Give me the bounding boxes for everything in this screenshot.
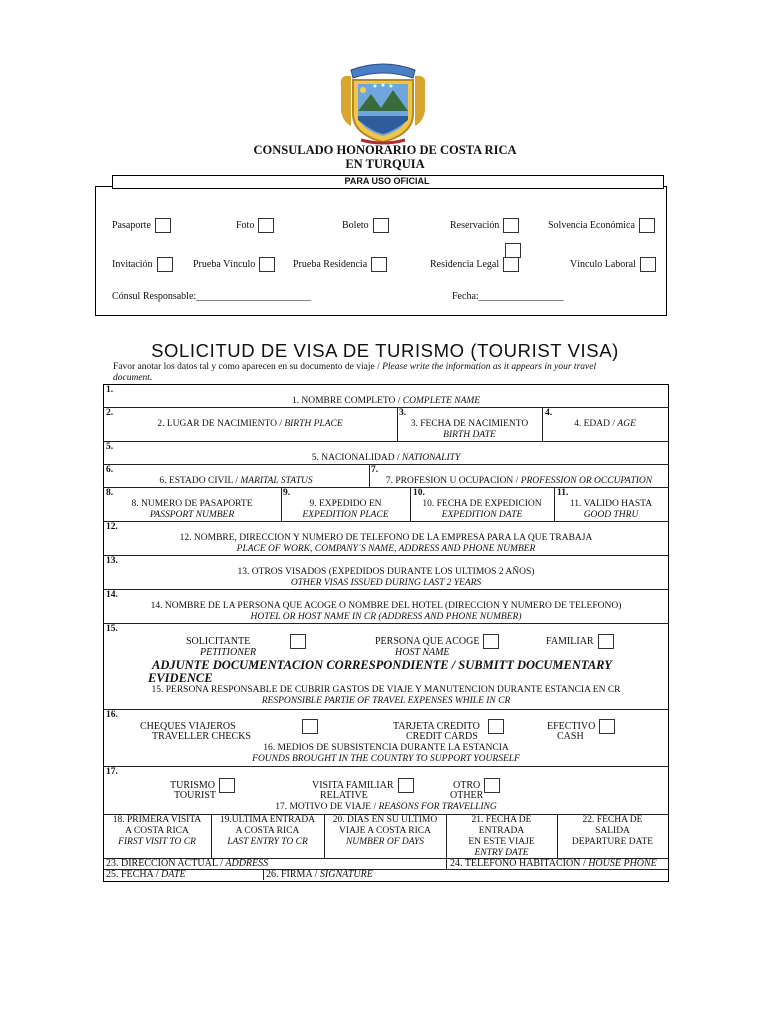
- field-birth-place[interactable]: 2. LUGAR DE NACIMIENTO / BIRTH PLACE: [157, 419, 343, 429]
- num-12: 12.: [106, 522, 118, 532]
- otro-check[interactable]: OTRO: [453, 778, 500, 793]
- num-3: 3.: [399, 408, 407, 418]
- residencia-legal-check[interactable]: Residencia Legal: [430, 257, 519, 272]
- turismo-check[interactable]: TURISMO: [170, 778, 235, 793]
- num-10: 10.: [413, 488, 425, 498]
- persona-acoge-check[interactable]: PERSONA QUE ACOGE: [375, 634, 499, 649]
- traveller-checks-label: TRAVELLER CHECKS: [152, 731, 251, 742]
- field-days-last-trip[interactable]: 20. DIAS EN SU ULTIMO VIAJE A COSTA RICA NUMBER OF DAYS: [332, 815, 438, 847]
- instructions: Favor anotar los datos tal y como aparecen en su documento de viaje / Please write the information as it appears in your travel document.: [113, 362, 597, 383]
- field-passport-number[interactable]: 8. NUMERO DE PASAPORTE PASSPORT NUMBER: [131, 499, 253, 520]
- pasaporte-check[interactable]: Pasaporte: [112, 218, 171, 233]
- field-nationality[interactable]: 5. NACIONALIDAD / NATIONALITY: [311, 453, 461, 463]
- reservacion-check[interactable]: Reservación: [450, 218, 519, 233]
- field-entry-date[interactable]: 21. FECHA DE ENTRADA EN ESTE VIAJE ENTRY DATE: [468, 815, 535, 858]
- field-birth-date[interactable]: 3. FECHA DE NACIMIENTO BIRTH DATE: [410, 419, 529, 440]
- num-5: 5.: [106, 442, 114, 452]
- official-use-label: PARA USO OFICIAL: [344, 176, 430, 186]
- adjunte-notice: ADJUNTE DOCUMENTACION CORRESPONDIENTE / SUBMITT DOCUMENTARY EVIDENCE: [148, 658, 612, 685]
- tourist-label: TOURIST: [174, 790, 217, 801]
- field-date[interactable]: 25. FECHA / DATE: [106, 869, 186, 880]
- visita-familiar-check[interactable]: VISITA FAMILIAR: [312, 778, 414, 793]
- num-2: 2.: [106, 408, 114, 418]
- field-last-entry[interactable]: 19.ULTIMA ENTRADA A COSTA RICA LAST ENTRY TO CR: [219, 815, 316, 847]
- field-house-phone[interactable]: 24. TELEFONO HABITACION / HOUSE PHONE: [450, 858, 657, 869]
- field-current-address[interactable]: 23. DIRECCION ACTUAL / ADDRESS: [106, 858, 269, 869]
- coat-of-arms-icon: [333, 56, 433, 146]
- field-profession[interactable]: 7. PROFESION U OCUPACION / PROFESSION OR OCCUPATION: [385, 476, 653, 486]
- field-other-visas[interactable]: 13. OTROS VISADOS (EXPEDIDOS DURANTE LOS ULTIMOS 2 AÑOS) OTHER VISAS ISSUED DURING LAST 2 YEARS: [237, 567, 535, 588]
- field-departure-date[interactable]: 22. FECHA DE SALIDA DEPARTURE DATE: [571, 815, 654, 847]
- num-17: 17.: [106, 767, 118, 777]
- relative-label: RELATIVE: [320, 790, 368, 801]
- field-age[interactable]: 4. EDAD / AGE: [574, 419, 636, 429]
- cheques-check[interactable]: CHEQUES VIAJEROS: [140, 719, 318, 734]
- solicitante-check[interactable]: SOLICITANTE: [186, 634, 306, 649]
- familiar-check[interactable]: FAMILIAR: [546, 634, 614, 649]
- field-responsible-party[interactable]: 15. PERSONA RESPONSABLE DE CUBRIR GASTOS DE VIAJE Y MANUTENCION DURANTE ESTANCIA EN CR RESPONSIBLE PARTIE OF TRAVEL EXPENSES WHILE IN CR: [151, 685, 621, 706]
- residencia-legal-extra-box[interactable]: [505, 243, 521, 258]
- num-4: 4.: [545, 408, 553, 418]
- invitacion-check[interactable]: Invitación: [112, 257, 173, 272]
- cash-label: CASH: [557, 731, 584, 742]
- solvencia-check[interactable]: Solvencia Económica: [548, 218, 655, 233]
- field-subsistence[interactable]: 16. MEDIOS DE SUBSISTENCIA DURANTE LA ESTANCIA FOUNDS BROUGHT IN THE COUNTRY TO SUPPORT YOURSELF: [252, 743, 520, 764]
- other-label: OTHER: [450, 790, 484, 801]
- tarjeta-check[interactable]: TARJETA CREDITO: [393, 719, 504, 734]
- travel-reason-label: 17. MOTIVO DE VIAJE / REASONS FOR TRAVELLING: [275, 802, 497, 812]
- official-fecha[interactable]: Fecha:_________________: [452, 291, 564, 302]
- num-15: 15.: [106, 624, 118, 634]
- num-16: 16.: [106, 710, 118, 720]
- field-signature[interactable]: 26. FIRMA / SIGNATURE: [266, 869, 373, 880]
- form-title: SOLICITUD DE VISA DE TURISMO (TOURIST VISA): [151, 340, 619, 361]
- field-first-visit[interactable]: 18. PRIMERA VISITA A COSTA RICA FIRST VISIT TO CR: [112, 815, 202, 847]
- num-8: 8.: [106, 488, 114, 498]
- field-complete-name[interactable]: 1. NOMBRE COMPLETO / COMPLETE NAME: [291, 396, 481, 406]
- prueba-residencia-check[interactable]: Prueba Residencia: [293, 257, 387, 272]
- consulate-subtitle: EN TURQUIA: [345, 157, 425, 171]
- num-13: 13.: [106, 556, 118, 566]
- boleto-check[interactable]: Boleto: [342, 218, 389, 233]
- credit-cards-label: CREDIT CARDS: [406, 731, 478, 742]
- efectivo-check[interactable]: EFECTIVO: [547, 719, 615, 734]
- foto-check[interactable]: Foto: [236, 218, 274, 233]
- num-11: 11.: [557, 488, 569, 498]
- field-host-name[interactable]: 14. NOMBRE DE LA PERSONA QUE ACOGE O NOMBRE DEL HOTEL (DIRECCION Y NUMERO DE TELEFONO) HOTEL OR HOST NAME IN CR (ADDRESS AND PHONE NUMBER): [150, 601, 622, 622]
- num-9: 9.: [283, 488, 291, 498]
- num-6: 6.: [106, 465, 114, 475]
- field-workplace[interactable]: 12. NOMBRE, DIRECCION Y NUMERO DE TELEFONO DE LA EMPRESA PARA LA QUE TRABAJA PLACE OF WORK, COMPANY´S NAME, ADDRESS AND PHONE NUMBER: [179, 533, 593, 554]
- prueba-vinculo-check[interactable]: Prueba Vínculo: [193, 257, 275, 272]
- num-14: 14.: [106, 590, 118, 600]
- consul-responsable[interactable]: Cónsul Responsable:_______________________: [112, 291, 312, 302]
- consulate-title: CONSULADO HONORARIO DE COSTA RICA: [253, 143, 517, 157]
- num-7: 7.: [371, 465, 379, 475]
- field-good-thru[interactable]: 11. VALIDO HASTA GOOD THRU: [569, 499, 653, 520]
- field-expedition-place[interactable]: 9. EXPEDIDO EN EXPEDITION PLACE: [302, 499, 389, 520]
- petitioner-label: PETITIONER: [200, 647, 257, 658]
- host-name-label: HOST NAME: [395, 647, 450, 658]
- field-marital-status[interactable]: 6. ESTADO CIVIL / MARITAL STATUS: [159, 476, 313, 486]
- num-1: 1.: [106, 385, 114, 395]
- field-expedition-date[interactable]: 10. FECHA DE EXPEDICION EXPEDITION DATE: [422, 499, 542, 520]
- vinculo-laboral-check[interactable]: Vínculo Laboral: [570, 257, 656, 272]
